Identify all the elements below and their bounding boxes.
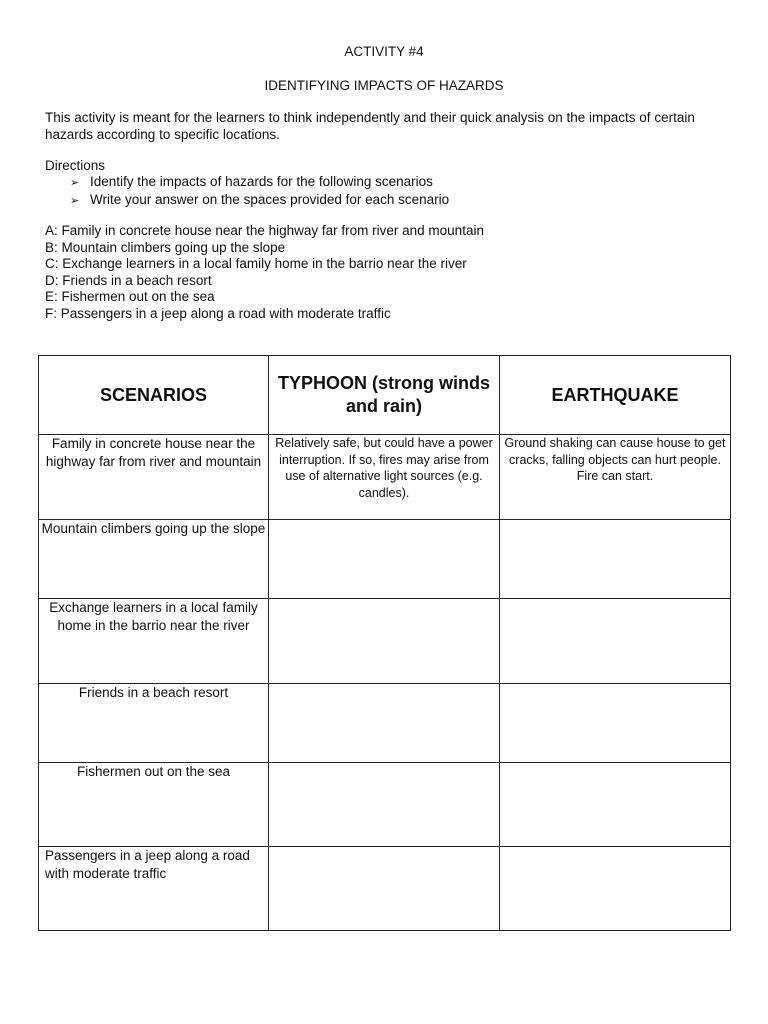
header-earthquake: EARTHQUAKE — [500, 356, 731, 435]
table-row — [39, 435, 731, 520]
impacts-table — [38, 355, 731, 931]
scenario-cell: Passengers in a jeep along a road with moderate traffic — [39, 847, 269, 931]
directions-heading: Directions — [45, 158, 106, 173]
directions-item-text: Write your answer on the spaces provided for each scenario — [90, 191, 450, 207]
intro-paragraph: This activity is meant for the learners to think independently and their quick analysis on the impacts of certain hazards according to specific locations. — [45, 110, 695, 142]
table-row — [39, 599, 731, 684]
scenario-list-item: D: Friends in a beach resort — [45, 272, 212, 288]
table-row — [39, 847, 731, 931]
scenario-list-item: E: Fishermen out on the sea — [45, 289, 215, 304]
earthquake-answer-cell[interactable] — [500, 520, 731, 599]
table-header-row — [39, 356, 731, 435]
typhoon-answer-cell[interactable] — [269, 520, 500, 599]
arrow-bullet-icon: ➢ — [70, 194, 80, 207]
table-row — [39, 684, 731, 763]
table-row — [39, 763, 731, 847]
typhoon-answer-cell[interactable]: Relatively safe, but could have a power interruption. If so, fires may arise from use of alternative light sources (e.g. candles). — [269, 435, 500, 520]
header-scenarios: SCENARIOS — [39, 356, 269, 435]
typhoon-answer-cell[interactable] — [269, 847, 500, 931]
earthquake-answer-cell[interactable] — [500, 847, 731, 931]
arrow-bullet-icon: ➢ — [70, 177, 80, 189]
scenario-cell: Friends in a beach resort — [39, 684, 269, 763]
earthquake-answer-cell[interactable] — [500, 684, 731, 763]
earthquake-answer-cell[interactable] — [500, 599, 731, 684]
earthquake-answer-cell[interactable]: Ground shaking can cause house to get cracks, falling objects can hurt people. Fire can start. — [500, 435, 731, 520]
header-typhoon: TYPHOON (strong winds and rain) — [269, 356, 500, 435]
scenario-list-item: F: Passengers in a jeep along a road with moderate traffic — [45, 305, 391, 321]
scenario-cell: Family in concrete house near the highway far from river and mountain — [39, 435, 269, 520]
scenario-list — [45, 223, 484, 322]
typhoon-answer-cell[interactable] — [269, 763, 500, 847]
directions-item-text: Identify the impacts of hazards for the following scenarios — [90, 174, 433, 189]
activity-subtitle: IDENTIFYING IMPACTS OF HAZARDS — [264, 78, 504, 93]
table-row — [39, 520, 731, 599]
scenario-cell: Exchange learners in a local family home in the barrio near the river — [39, 599, 269, 684]
scenario-list-item: A: Family in concrete house near the highway far from river and mountain — [45, 223, 484, 238]
directions-item — [70, 192, 449, 210]
activity-title: ACTIVITY #4 — [344, 44, 424, 59]
directions-item — [70, 174, 449, 192]
earthquake-answer-cell[interactable] — [500, 763, 731, 847]
directions-list — [70, 174, 449, 209]
typhoon-answer-cell[interactable] — [269, 599, 500, 684]
scenario-list-item: B: Mountain climbers going up the slope — [45, 239, 286, 255]
scenario-list-item: C: Exchange learners in a local family home in the barrio near the river — [45, 256, 467, 271]
scenario-cell: Mountain climbers going up the slope — [39, 520, 269, 599]
typhoon-answer-cell[interactable] — [269, 684, 500, 763]
scenario-cell: Fishermen out on the sea — [39, 763, 269, 847]
